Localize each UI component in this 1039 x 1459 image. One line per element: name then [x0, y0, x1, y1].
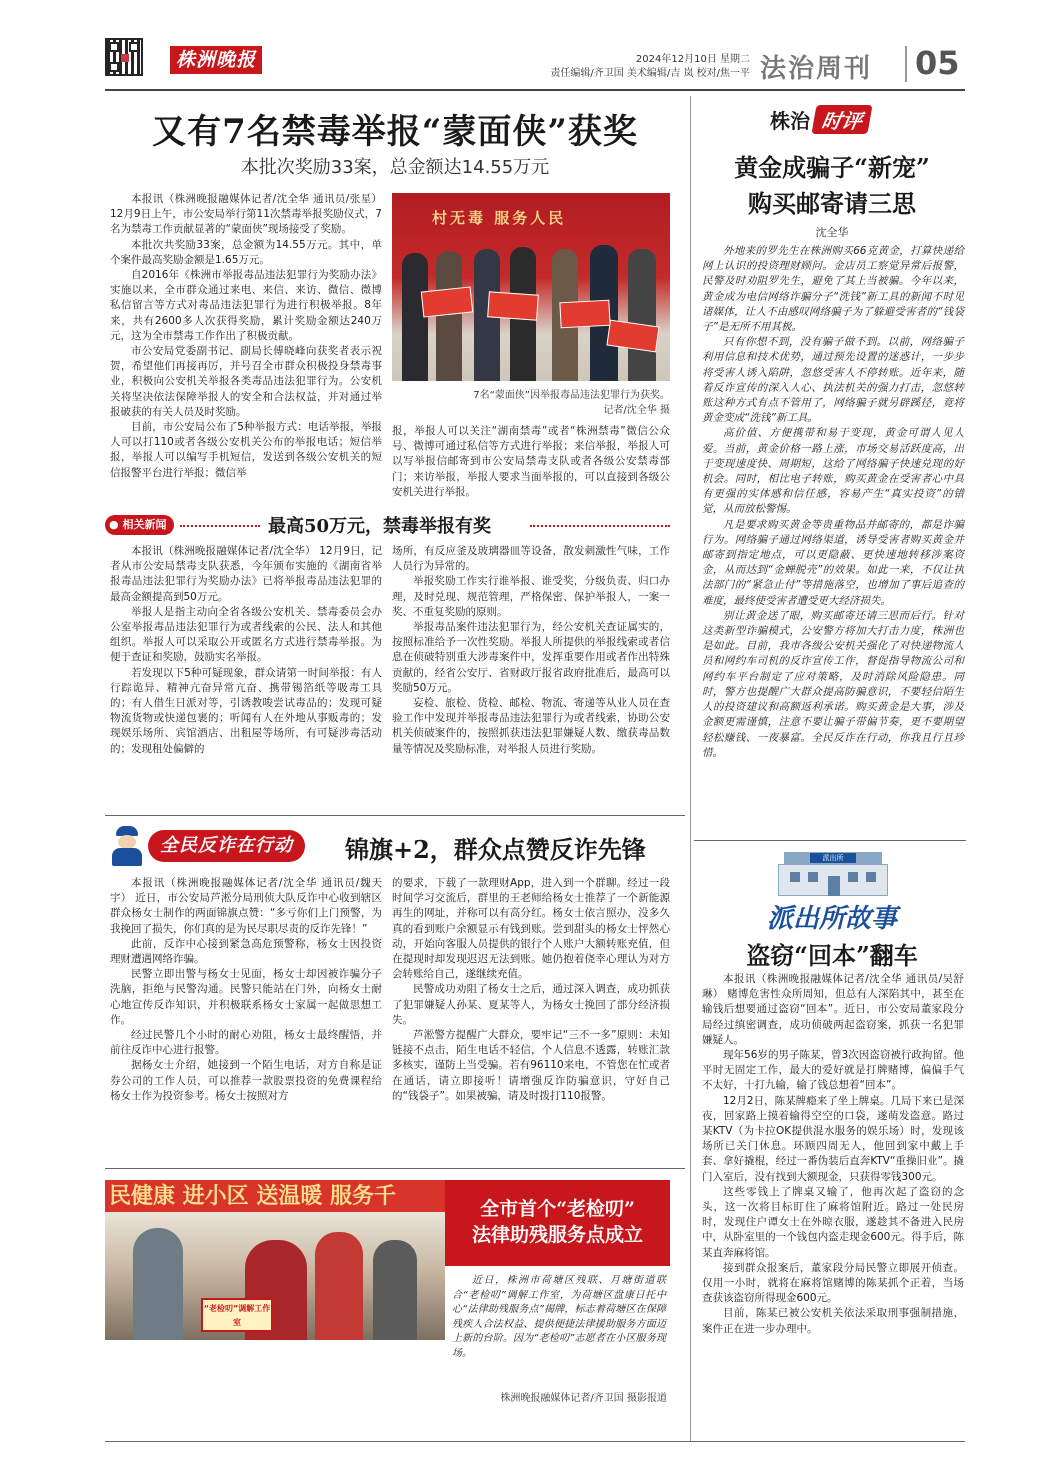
section-rule-right — [694, 840, 966, 841]
masthead-rule — [105, 89, 965, 91]
police-station-icon — [778, 852, 888, 896]
lead-paragraph: 本报讯（株洲晚报融媒体记者/沈全华 通讯员/张星） 12月9日上午，市公安局举行第11次禁毒举报奖励仪式，7名为禁毒工作贡献显著的“蒙面侠”现场接受了奖励。 — [110, 193, 382, 236]
commentary-paragraph: 高价值、方便携带和易于变现，黄金可谓人见人爱。当前，黄金价格一路上涨，市场交易活跃度高，出于变现速度快、周期短，这给了网络骗子快速兑现的好机会。同时，相比电子转账，购买黄金在受害者心中具有更强的实体感和信任感，容易产生“真实投资”的错觉，从而放松警惕。 — [702, 427, 964, 516]
qr-code[interactable] — [105, 38, 143, 76]
related-news-tag-text: 相关新闻 — [122, 518, 167, 531]
lead-headline: 又有7名禁毒举报“蒙面侠”获奖 — [152, 112, 638, 152]
legal-aid-photo-banner: 民健康 进小区 送温暖 服务千 — [105, 1180, 445, 1212]
legal-aid-photo — [105, 1180, 445, 1340]
section-rule-left-2 — [105, 1168, 685, 1169]
lead-paragraph: 自2016年《株洲市举报毒品违法犯罪行为奖励办法》实施以来，全市群众通过来电、来信、来访、微信、微博私信留言等方式对毒品违法犯罪行为进行积极举报。8年来，共有2600多人次获得奖励，累计奖励金额达240万元，这为全市禁毒工作作出了积极贡献。 — [110, 269, 382, 342]
antifraud-paragraph: 据杨女士介绍，她接到一个陌生电话，对方自称是证券公司的工作人员，可以推荐一款股票投资的免费课程给杨女士作为投资参考。杨女士按照对方 — [110, 1059, 382, 1102]
photo-credit: 记者/沈全华 摄 — [603, 405, 670, 416]
police-story-paragraph: 这些零钱上了牌桌又输了，他再次起了盗窃的念头，这一次将目标盯住了麻将馆附近。路过一处民房时，发现住户谭女士在外晾衣服，遂趁其不备进入民房中，从卧室里的一个钱包内盗走现金600元。得手后，陈某直奔麻将馆。 — [702, 1185, 964, 1259]
police-story-paragraph: 接到群众报案后，董家段分局民警立即展开侦查。仅用一小时，就将在麻将馆赌博的陈某抓个正着，当场查获该盗窃所得现金600元。 — [702, 1261, 964, 1305]
antifraud-paragraph: 经过民警几个小时的耐心劝阻，杨女士最终醒悟，并前往反诈中心进行报警。 — [110, 1029, 382, 1057]
tag-dot-icon: ● — [109, 518, 119, 531]
related-headline: 最高50万元，禁毒举报有奖 — [268, 516, 492, 537]
volunteer-figure — [315, 1232, 363, 1340]
related-dotted-rule — [180, 525, 260, 527]
antifraud-paragraph: 此前，反诈中心接到紧急高危预警称，杨女士因投资理财遭遇网络诈骗。 — [110, 937, 382, 966]
service-sign: “老检叨”调解工作室 — [201, 1298, 273, 1332]
legal-aid-credit: 株洲晚报融媒体记者/齐卫国 摄影报道 — [500, 1393, 667, 1404]
related-paragraph: 本报讯（株洲晚报融媒体记者/沈全华） 12月9日，记者从市公安局禁毒支队获悉，今年颁布实施的《湖南省举报毒品违法犯罪行为奖励办法》已将举报毒品违法犯罪的最高金额提高到50万元。 — [110, 545, 382, 603]
antifraud-banner-label: 全民反诈在行动 — [160, 835, 293, 856]
lead-paragraph: 本批次共奖励33案，总金额为14.55万元。其中，单个案件最高奖励金额是1.65万元。 — [110, 238, 382, 266]
lead-paragraph: 市公安局党委副书记、副局长傅晓峰向获奖者表示祝贺，希望他们再接再厉，并号召全市群众积极投身禁毒事业，积极向公安机关举报各类毒品违法犯罪行为。公安机关将坚决依法保障举报人的安全和合法权益，并对通过举报破获的有关人员及时奖励。 — [110, 345, 382, 418]
related-paragraph: 妄检、旅检、货检、邮检、物流、寄递等从业人员在查验工作中发现并举报毒品违法犯罪行为或者线索，协助公安机关侦破案件的，按照抓获违法犯罪嫌疑人数、缴获毒品数量等情况及奖励标准，对举报人员进行奖励。 — [392, 697, 670, 755]
antifraud-paragraph: 本报讯（株洲晚报融媒体记者/沈全华 通讯员/魏天宇） 近日，市公安局芦淞分局刑侦大队反诈中心收到辖区群众杨女士制作的两面锦旗点赞：“多亏你们上门预警，为我挽回了损失，你们真的是为民尽职尽责的反诈先锋！” — [110, 877, 382, 935]
legal-aid-headline-box — [445, 1180, 670, 1266]
section-title: 法治周刊 — [760, 54, 873, 84]
antifraud-paragraph: 民警成功劝阻了杨女士之后，通过深入调查，成功抓获了犯罪嫌疑人孙某、夏某等人，为杨女士挽回了部分经济损失。 — [392, 983, 670, 1026]
antifraud-column-2 — [392, 876, 670, 1104]
commentary-headline-1: 黄金成骗子“新宠” — [734, 153, 930, 182]
police-story-paragraph: 现年56岁的男子陈某，曾3次因盗窃被行政拘留。他平时无固定工作，最大的爱好就是打牌赌博，偏偏手气不太好，十打九输，输了钱总想着“回本”。 — [702, 1049, 964, 1092]
antifraud-column-1 — [110, 876, 382, 1104]
volunteer-figure — [373, 1240, 417, 1340]
antifraud-headline: 锦旗+2，群众点赞反诈先锋 — [345, 835, 646, 864]
related-column-2 — [392, 544, 670, 757]
date-line: 2024年12月10日 星期二 — [635, 54, 750, 65]
related-dotted-rule-right — [530, 525, 670, 527]
editors-line: 责任编辑/齐卫国 美术编辑/吉 岚 校对/焦一平 — [550, 68, 750, 79]
award-board — [421, 286, 473, 317]
related-paragraph: 举报奖励工作实行谁举报、谁受奖，分级负责、归口办理，及时兑现、规范管理，严格保密、保护举报人，一案一奖、不重复奖励的原则。 — [392, 575, 670, 618]
award-board — [559, 300, 610, 329]
lead-paragraph: 报，举报人可以关注“湖南禁毒”或者“株洲禁毒”微信公众号、微博可通过私信等方式进行举报；来信举报，举报人可以写举报信邮寄到市公安局禁毒支队或者各级公安禁毒部门；来访举报，举报人要求当面举报的，可以直接到各级公安机关进行举报。 — [392, 425, 670, 498]
page-number: 05 — [915, 44, 960, 82]
police-story-body — [702, 972, 964, 1337]
commentary-author: 沈全华 — [815, 226, 849, 239]
photo-caption: 7名“蒙面侠”因举报毒品违法犯罪行为获奖。 — [473, 390, 670, 401]
commentary-body — [702, 244, 964, 761]
related-paragraph: 若发现以下5种可疑现象，群众请第一时间举报：有人行踪诡异、精神亢奋异常亢奋、携带锡箔纸等吸毒工具的；有人借生日派对等，引诱教唆尝试毒品的；发现可疑物流货物或快递包裹的；听闻有人在外地从事贩毒的；发现娱乐场所、宾馆酒店、出租屋等场所，有可疑涉毒活动的；发现租处偏僻的 — [110, 666, 382, 755]
lead-paragraph: 目前，市公安局公布了5种举报方式：电话举报，举报人可以打110或者各级公安机关公布的举报电话；短信举报，举报人可以编写手机短信，发送到各级公安机关的短信报警平台进行举报；微信举 — [110, 421, 382, 479]
commentary-headline-2: 购买邮寄请三思 — [748, 189, 916, 218]
lead-column-1 — [110, 192, 382, 481]
police-station-sign: 派出所 — [810, 853, 856, 863]
antifraud-paragraph: 芦淞警方提醒广大群众，要牢记“三不一多”原则：未知链接不点击，陌生电话不轻信，个人信息不透露，转账汇款多核实，谨防上当受骗。若有96110来电，不管您在忙或者在通话，请立即接听！请增强反诈防骗意识，守好自己的“钱袋子”。如果被骗，请及时拨打110报警。 — [392, 1029, 670, 1102]
legal-aid-paragraph: 近日，株洲市荷塘区残联、月塘街道联合“老检叨”调解工作室，为荷塘区盘康日托中心“法律助残服务点”揭牌，标志着荷塘区在保障残疾人合法权益、提供便捷法律援助服务方面迈上新的台阶。因为“老检叨”志愿者在小区服务现场。 — [452, 1275, 666, 1359]
antifraud-paragraph: 的要求，下载了一款理财App，进入到一个群聊。经过一段时间学习交流后，群里的王老师给杨女士推荐了一个新能源再生的网址，并称可以有高分红。杨女士依言照办，没多久真的看到账户余额显示有钱到账。尝到甜头的杨女士怦然心动，开始向客服人员提供的银行个人账户大额转账充值，但在提现时却发现迟迟无法到账。她仍抱着侥幸心理认为对方会转账给自己，遂继续充值。 — [392, 877, 670, 981]
elder-person-figure — [133, 1228, 183, 1340]
lead-subhead: 本批次奖励33案，总金额达14.55万元 — [240, 157, 550, 178]
legal-aid-body — [452, 1274, 666, 1361]
related-paragraph: 场所，有反应釜及玻璃器皿等设备，散发刺激性气味，工作人员行为异常的。 — [392, 545, 670, 573]
commentary-paragraph: 别让黄金送了眼，购买邮寄还请三思而后行。针对这类新型诈骗模式，公安警方将加大打击力度，株洲也是如此。目前，我市各级公安机关强化了对快递物流人员和网约车司机的反诈宣传工作，督促指导物流公司和网约车平台制定了应对策略，及时消除风险隐患。同时，警方也提醒广大群众提高防骗意识，不要轻信陌生人的投资建议和高额返利承诺。购买黄金是大事，涉及金额更需谨慎，注意不要让骗子带偏节奏，更不要期望轻松赚钱、一夜暴富。全民反诈在行动，你我且行且珍惜。 — [702, 609, 964, 759]
commentary-column-logo — [770, 104, 870, 134]
commentary-logo-part2: 时评 — [811, 105, 872, 134]
masthead-divider — [905, 46, 907, 82]
police-story-label: 派出所故事 — [766, 904, 897, 934]
police-story-headline: 盗窃“回本”翻车 — [746, 941, 918, 970]
antifraud-banner — [148, 830, 305, 862]
paper-logo: 株洲晚报 — [170, 46, 262, 74]
related-paragraph: 举报毒品案件违法犯罪行为，经公安机关查证属实的，按照标准给予一次性奖励。举报人所提供的举报线索或者信息在侦破特别重大涉毒案件中，发挥重要作用或者作出特殊贡献的，经省公安厅、省财政厅报省政府批准后，最高可以奖励50万元。 — [392, 621, 670, 694]
police-story-paragraph: 12月2日，陈某牌瘾来了坐上牌桌。几局下来已是深夜，回家路上摸着输得空空的口袋，遂萌发盗意。路过某KTV（为卡拉OK提供混水服务的娱乐场）时，发现该场所已关门休息。环顾四周无人，他回到家中戴上手套、拿好撬棍，经过一番伪装后直奔KTV“重操旧业”。撬门入室后，没有找到大额现金，只获得零钱300元。 — [702, 1094, 964, 1183]
related-paragraph: 举报人是指主动向全省各级公安机关、禁毒委员会办公室举报毒品违法犯罪行为或者线索的公民、法人和其他组织。举报人可以采取公开或匿名方式进行禁毒举报。为便于查证和奖励，鼓励实名举报。 — [110, 605, 382, 664]
commentary-logo-part1: 株治 — [770, 108, 810, 133]
lead-column-2 — [392, 424, 670, 500]
column-divider — [690, 96, 691, 1441]
commentary-paragraph: 凡是要求购买黄金等贵重物品并邮寄的，都是诈骗行为。网络骗子通过网络渠道，诱导受害者购买黄金并邮寄到指定地点，可以更隐蔽、更快速地转移涉案资金，从而达到“金蝉脱壳”的效果。如此一来，不仅让执法部门的“紧急止付”等措施落空，也增加了事后追查的难度，最终使受害者遭受更大经济损失。 — [702, 518, 964, 607]
legal-aid-headline-1: 全市首个“老检叨” — [480, 1198, 635, 1220]
award-ceremony-photo — [392, 193, 670, 381]
legal-aid-headline-2: 法律助残服务点成立 — [471, 1224, 643, 1246]
police-story-paragraph: 本报讯（株洲晚报融媒体记者/沈全华 通讯员/吴舒琳） 赌博危害性众所周知，但总有人深陷其中，甚至在输钱后想要通过盗窃“回本”。近日，市公安局董家段分局经过缜密调查，成功侦破两起盗窃案，抓获一名犯罪嫌疑人。 — [702, 973, 964, 1046]
page-bottom-rule — [105, 1441, 965, 1442]
commentary-paragraph: 只有你想不到，没有骗子做不到。以前，网络骗子利用信息和技术优势，通过预先设置的迷惑计，一步步将受害人诱入陷阱，忽悠受害人不停转账。近年来，随着反诈宣传的深入人心、执法机关的强力打击，忽悠转账这种方式有点不管用了，网络骗子就另辟蹊径，竟将黄金变成“洗钱”新工具。 — [702, 336, 964, 425]
antifraud-paragraph: 民警立即出警与杨女士见面，杨女士却因被诈骗分子洗脑，拒绝与民警沟通。民警只能站在门外，向杨女士耐心地宣传反诈知识，并积极联系杨女士家属一起做思想工作。 — [110, 968, 382, 1026]
section-rule-left — [105, 815, 685, 816]
related-news-tag — [105, 515, 174, 535]
award-board — [487, 291, 539, 320]
person-figure — [628, 249, 656, 381]
photo-banner-text: 村无毒 服务人民 — [432, 209, 567, 227]
person-figure — [436, 251, 462, 381]
police-mascot-icon — [110, 826, 144, 866]
police-story-paragraph: 目前，陈某已被公安机关依法采取刑事强制措施，案件正在进一步办理中。 — [702, 1307, 964, 1335]
commentary-paragraph: 外地来的罗先生在株洲购买66克黄金，打算快递给网上认识的投资理财顾问。金店员工察觉异常后报警，民警及时劝阻罗先生，避免了其上当被骗。今年以来，黄金成为电信网络诈骗分子“洗钱”新工具的新闻不时见诸媒体，让人不由感叹网络骗子为了躲避受害者的“钱袋子”是无所不用其极。 — [702, 245, 964, 334]
related-column-1 — [110, 544, 382, 757]
